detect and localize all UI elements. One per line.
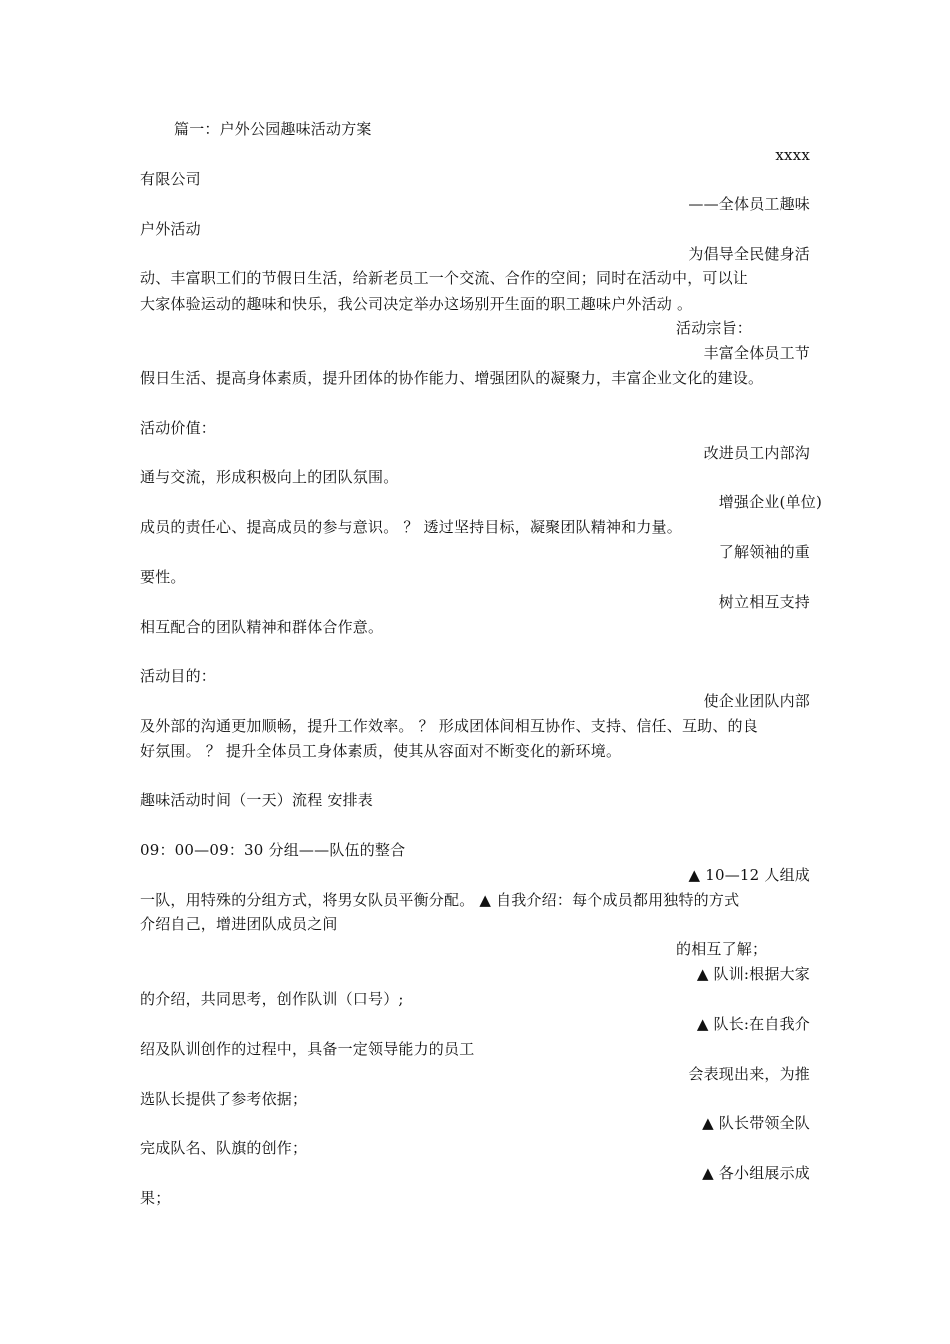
text-line: 大家体验运动的趣味和快乐，我公司决定举办这场别开生面的职工趣味户外活动 。 — [140, 295, 693, 313]
text-line: 通与交流，形成积极向上的团队氛围。 — [140, 468, 399, 486]
text-line: 及外部的沟通更加顺畅，提升工作效率。 ？ 形成团体间相互协作、支持、信任、互助、的良 — [140, 717, 758, 735]
text-line: 动、丰富职工们的节假日生活，给新老员工一个交流、合作的空间；同时在活动中，可以让 — [140, 269, 749, 287]
text-line: 丰富全体员工节 — [703, 344, 810, 362]
text-line: 有限公司 — [140, 170, 201, 188]
text-line: 使企业团队内部 — [703, 692, 810, 710]
text-line: 了解领袖的重 — [718, 543, 810, 561]
text-line: 增强企业(单位) — [718, 493, 822, 511]
text-line: 成员的责任心、提高成员的参与意识。 ？ 透过坚持目标，凝聚团队精神和力量。 — [140, 518, 682, 536]
text-line: 树立相互支持 — [718, 593, 810, 611]
text-line: ▲ 队长:在自我介 — [696, 1015, 810, 1033]
text-line: 的介绍，共同思考，创作队训（口号）; — [140, 990, 404, 1008]
text-line: ▲ 各小组展示成 — [702, 1164, 810, 1182]
text-line: 会表现出来，为推 — [688, 1065, 810, 1083]
text-line: ▲ 10—12 人组成 — [688, 866, 810, 884]
section-heading: 趣味活动时间（一天）流程 安排表 — [140, 791, 373, 809]
text-line: ▲ 队长带领全队 — [702, 1114, 810, 1132]
text-line: 相互配合的团队精神和群体合作意。 — [140, 618, 384, 636]
text-line: 假日生活、提高身体素质，提升团体的协作能力、增强团队的凝聚力，丰富企业文化的建设。 — [140, 369, 764, 387]
text-line: 的相互了解； — [676, 940, 768, 958]
section-heading: 活动价值： — [140, 419, 217, 437]
text-line: 好氛围。 ？ 提升全体员工身体素质，使其从容面对不断变化的新环境。 — [140, 742, 622, 760]
company-name-placeholder: xxxx — [775, 146, 810, 164]
document-title: 篇一：户外公园趣味活动方案 — [174, 120, 372, 138]
text-line: ▲ 队训:根据大家 — [696, 965, 810, 983]
text-line: 为倡导全民健身活 — [688, 245, 810, 263]
section-heading: 活动目的： — [140, 667, 217, 685]
text-line: 一队，用特殊的分组方式，将男女队员平衡分配。 ▲ 自我介绍：每个成员都用独特的方式 — [140, 891, 740, 909]
text-line: 要性。 — [140, 568, 186, 586]
text-line: 选队长提供了参考依据； — [140, 1090, 308, 1108]
text-line: 户外活动 — [140, 220, 201, 238]
section-heading: 活动宗旨： — [676, 319, 753, 337]
text-line: 果； — [140, 1189, 171, 1207]
text-line: 介绍自己，增进团队成员之间 — [140, 915, 338, 933]
text-line: 改进员工内部沟 — [703, 444, 810, 462]
text-line: 绍及队训创作的过程中，具备一定领导能力的员工 — [140, 1040, 475, 1058]
text-line: 完成队名、队旗的创作； — [140, 1139, 308, 1157]
schedule-time: 09：00—09：30 分组——队伍的整合 — [140, 841, 406, 859]
subtitle-line: ——全体员工趣味 — [688, 195, 810, 213]
